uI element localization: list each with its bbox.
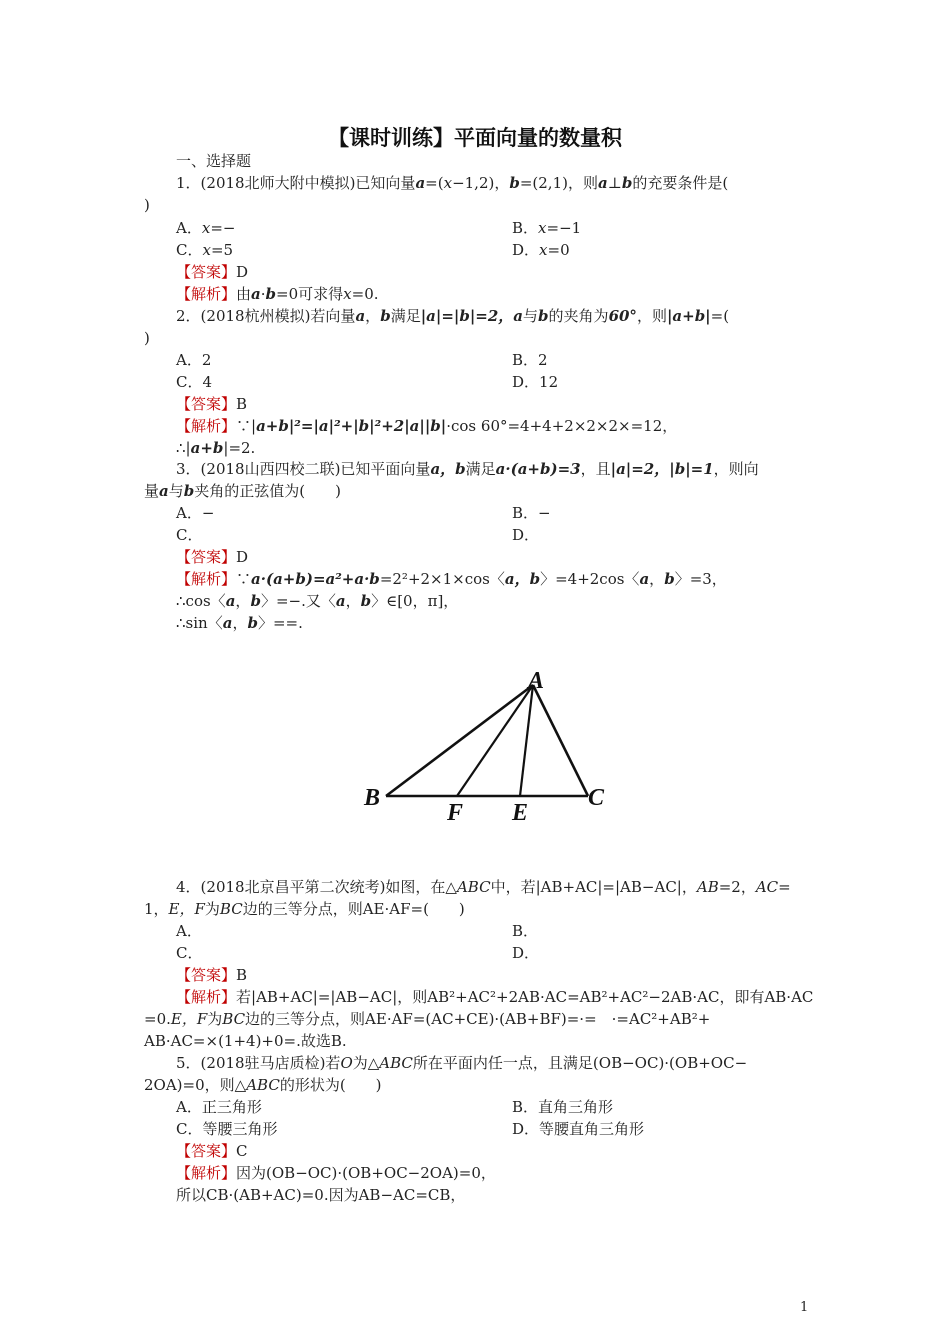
q4-option-a: A．	[176, 922, 202, 940]
q4-stem: 4．(2018北京昌平第二次统考)如图，在△ABC中，若|AB+AC|=|AB−AC|，AB=2，AC=	[176, 878, 791, 896]
q5-explanation-line1: 【解析】因为(OB−OC)·(OB+OC−2OA)=0，	[176, 1164, 496, 1182]
q3-option-a: A．−	[176, 504, 215, 522]
section-heading: 一、选择题	[176, 152, 252, 170]
q2-stem: 2．(2018杭州模拟)若向量a，b满足|a|=|b|=2，a与b的夹角为60°，则|a+b|=(	[176, 307, 730, 325]
q3-stem: 3．(2018山西四校二联)已知平面向量a，b满足a·(a+b)=3，且|a|=2，|b|=1，则向	[176, 460, 759, 478]
q3-explanation-line2: ∴cos〈a，b〉=−.又〈a，b〉∈[0，π]，	[176, 592, 459, 610]
vertex-label-b: B	[364, 785, 381, 811]
q4-explanation-line2: =0.E，F为BC边的三等分点，则AE·AF=(AC+CE)·(AB+BF)=·= ·=AC²+AB²+	[144, 1010, 711, 1028]
q1-option-a: A．x=−	[176, 219, 236, 237]
q1-stem-end: )	[144, 196, 150, 214]
segment-ab	[386, 685, 533, 796]
q1-option-b: B．x=−1	[512, 219, 582, 237]
point-label-f: F	[447, 800, 464, 826]
q1-answer: 【答案】D	[176, 263, 249, 281]
q1-option-d: D．x=0	[512, 241, 570, 259]
q2-answer: 【答案】B	[176, 395, 248, 413]
q3-explanation-line3: ∴sin〈a，b〉==.	[176, 614, 303, 632]
q5-option-a: A．正三角形	[176, 1098, 262, 1116]
triangle-figure	[0, 660, 950, 860]
q5-stem-line2: 2OA)=0，则△ABC的形状为( )	[144, 1076, 382, 1094]
q5-stem: 5．(2018驻马店质检)若O为△ABC所在平面内任一点，且满足(OB−OC)·(OB+OC−	[176, 1054, 748, 1072]
q3-option-c: C．	[176, 526, 203, 544]
q4-explanation-line3: AB·AC=×(1+4)+0=.故选B.	[144, 1032, 347, 1050]
q5-answer: 【答案】C	[176, 1142, 248, 1160]
q3-stem-line2: 量a与b夹角的正弦值为( )	[144, 482, 341, 500]
q2-option-a: A．2	[176, 351, 212, 369]
page-number: 1	[800, 1300, 809, 1315]
q2-option-d: D．12	[512, 373, 559, 391]
q2-option-b: B．2	[512, 351, 548, 369]
q2-stem-end: )	[144, 329, 150, 347]
q3-option-d: D．	[512, 526, 540, 544]
vertex-label-a: A	[528, 668, 545, 694]
q1-stem: 1．(2018北师大附中模拟)已知向量a=(x−1,2)，b=(2,1)，则a⊥b的充要条件是(	[176, 174, 729, 192]
vertex-label-c: C	[588, 785, 605, 811]
page-title: 【课时训练】平面向量的数量积	[328, 126, 622, 150]
point-label-e: E	[512, 800, 529, 826]
q4-explanation-line1: 【解析】若|AB+AC|=|AB−AC|，则AB²+AC²+2AB·AC=AB²+AC²−2AB·AC，即有AB·AC	[176, 988, 814, 1006]
q4-stem-line2: 1，E，F为BC边的三等分点，则AE·AF=( )	[144, 900, 465, 918]
q3-explanation-line1: 【解析】∵a·(a+b)=a²+a·b=2²+2×1×cos〈a，b〉=4+2cos〈a，b〉=3，	[176, 570, 727, 588]
q1-explanation: 【解析】由a·b=0可求得x=0.	[176, 285, 379, 303]
q4-option-b: B．	[512, 922, 539, 940]
q1-option-c: C．x=5	[176, 241, 234, 259]
q4-option-d: D．	[512, 944, 540, 962]
q4-option-c: C．	[176, 944, 203, 962]
q4-answer: 【答案】B	[176, 966, 248, 984]
q3-option-b: B．−	[512, 504, 551, 522]
q2-explanation-line2: ∴|a+b|=2.	[176, 439, 256, 457]
q2-option-c: C．4	[176, 373, 213, 391]
segment-ac	[533, 685, 588, 796]
q2-explanation-line1: 【解析】∵|a+b|²=|a|²+|b|²+2|a||b|·cos 60°=4+4+2×2×2×=12，	[176, 417, 678, 435]
q5-option-b: B．直角三角形	[512, 1098, 614, 1116]
q5-option-d: D．等腰直角三角形	[512, 1120, 645, 1138]
q5-explanation-line2: 所以CB·(AB+AC)=0.因为AB−AC=CB，	[176, 1186, 466, 1204]
q3-answer: 【答案】D	[176, 548, 249, 566]
q5-option-c: C．等腰三角形	[176, 1120, 278, 1138]
